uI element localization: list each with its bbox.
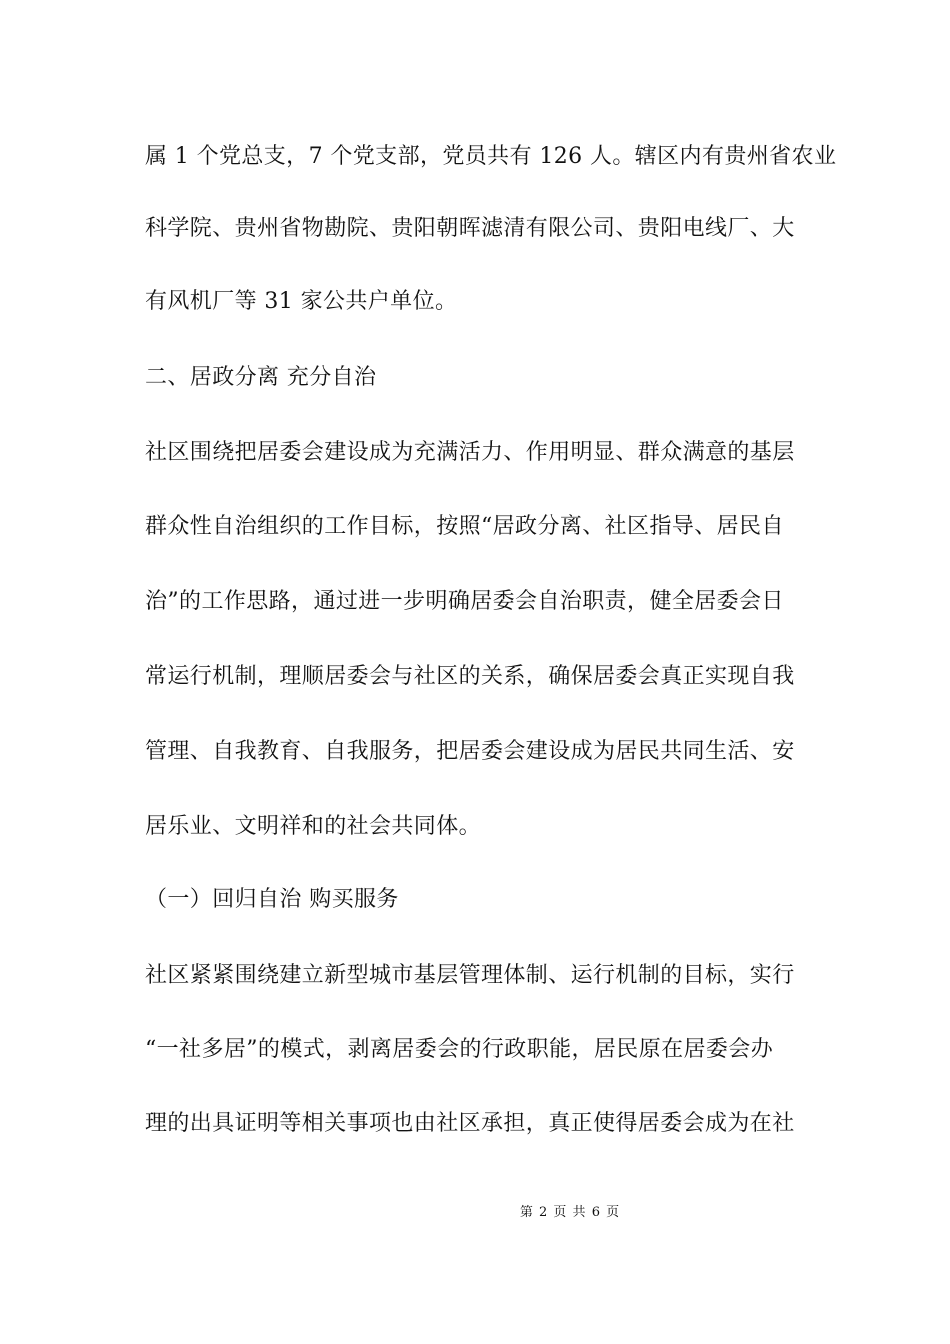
body-text-line: 属 1 个党总支，7 个党支部，党员共有 126 人。辖区内有贵州省农业 — [145, 144, 837, 169]
body-text-line: 理的出具证明等相关事项也由社区承担，真正使得居委会成为在社 — [145, 1111, 795, 1136]
body-text-line: “一社多居”的模式，剥离居委会的行政职能，居民原在居委会办 — [145, 1037, 774, 1062]
section-heading: 二、居政分离 充分自治 — [145, 365, 377, 390]
subsection-heading: （一）回归自治 购买服务 — [145, 887, 399, 912]
body-text-line: 常运行机制，理顺居委会与社区的关系，确保居委会真正实现自我 — [145, 664, 795, 689]
body-text-line: 科学院、贵州省物勘院、贵阳朝晖滤清有限公司、贵阳电线厂、大 — [145, 216, 795, 241]
body-text-line: 有风机厂等 31 家公共户单位。 — [145, 289, 458, 314]
body-text-line: 居乐业、文明祥和的社会共同体。 — [145, 814, 482, 839]
body-text-line: 社区紧紧围绕建立新型城市基层管理体制、运行机制的目标，实行 — [145, 963, 795, 988]
page-number-footer: 第 2 页 共 6 页 — [519, 1205, 621, 1220]
body-text-line: 管理、自我教育、自我服务，把居委会建设成为居民共同生活、安 — [145, 739, 795, 764]
body-text-line: 治”的工作思路，通过进一步明确居委会自治职责，健全居委会日 — [145, 589, 784, 614]
body-text-line: 群众性自治组织的工作目标，按照“居政分离、社区指导、居民自 — [145, 514, 784, 539]
body-text-line: 社区围绕把居委会建设成为充满活力、作用明显、群众满意的基层 — [145, 440, 795, 465]
